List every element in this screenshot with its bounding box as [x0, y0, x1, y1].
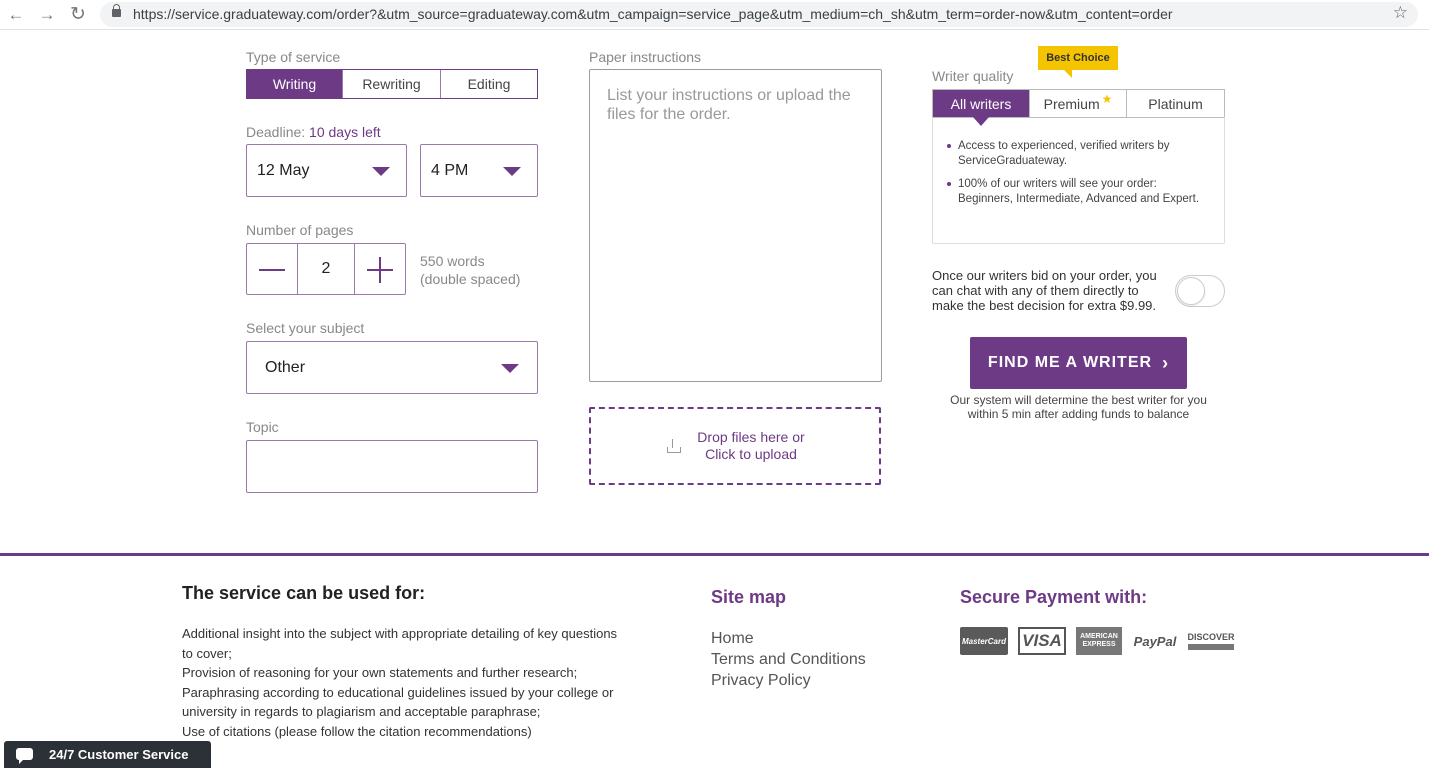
footer-divider	[0, 553, 1429, 556]
service-option-writing[interactable]: Writing	[247, 70, 343, 98]
uses-item: Paraphrasing according to educational guidelines issued by your college or university in regards to plagiarism and acceptable paraphrase;	[182, 684, 614, 719]
deadline-label	[246, 124, 381, 140]
minus-icon[interactable]	[247, 244, 297, 294]
customer-service-label: 24/7 Customer Service	[49, 747, 189, 762]
writer-option-all[interactable]: All writers	[933, 90, 1030, 117]
visa-icon: VISA	[1018, 627, 1066, 655]
chevron-down-icon	[503, 167, 521, 176]
upload-icon	[667, 439, 679, 453]
star-icon: ★	[1101, 91, 1113, 106]
sitemap-link-privacy[interactable]: Privacy Policy	[711, 672, 811, 689]
chevron-right-icon: ›	[1162, 352, 1170, 373]
writer-option-premium[interactable]	[1030, 90, 1127, 117]
cta-note: Our system will determine the best writer for you within 5 min after adding funds to balance	[950, 393, 1207, 421]
chat-option-text: Once our writers bid on your order, you can chat with any of them directly to make the best decision for extra $9.99.	[932, 268, 1157, 313]
chat-option-toggle[interactable]	[1175, 275, 1225, 307]
find-writer-label: FIND ME A WRITER	[987, 354, 1153, 371]
amex-icon: AMERICAN EXPRESS	[1076, 627, 1122, 655]
plus-icon[interactable]	[355, 244, 405, 294]
discover-icon	[1188, 627, 1234, 655]
writer-benefit-item: Access to experienced, verified writers by ServiceGraduateway.	[946, 139, 1210, 169]
back-arrow-icon[interactable]: ←	[7, 5, 25, 24]
topic-input[interactable]	[246, 440, 538, 493]
instructions-textarea[interactable]: List your instructions or upload the files for the order.	[589, 69, 882, 382]
uses-item: Additional insight into the subject with appropriate detailing of key questions to cover;	[182, 626, 618, 661]
chevron-down-icon	[501, 364, 519, 373]
word-count	[420, 252, 520, 288]
service-type-label: Type of service	[246, 49, 341, 65]
writer-quality-selector	[932, 89, 1225, 118]
subject-select[interactable]	[246, 341, 538, 394]
pages-label: Number of pages	[246, 222, 354, 238]
writer-quality-details	[932, 117, 1225, 244]
dropzone-text	[691, 429, 811, 463]
word-count-spacing: (double spaced)	[420, 271, 521, 287]
mastercard-icon: MasterCard	[960, 627, 1008, 655]
service-option-rewriting[interactable]: Rewriting	[343, 70, 441, 98]
chat-bubble-icon	[16, 748, 33, 760]
writer-option-platinum[interactable]: Platinum	[1148, 95, 1203, 112]
find-writer-button[interactable]	[970, 337, 1187, 389]
sitemap-link-terms[interactable]: Terms and Conditions	[711, 651, 866, 668]
subject-label: Select your subject	[246, 320, 365, 336]
uses-item: Provision of reasoning for your own statements and further research;	[182, 665, 578, 680]
address-bar[interactable]	[100, 2, 1418, 27]
uses-item: Use of citations (please follow the citation recommendations)	[182, 723, 532, 739]
browser-toolbar	[0, 0, 1429, 30]
paypal-icon: PayPal	[1133, 633, 1177, 649]
pages-stepper	[246, 243, 406, 295]
dropzone-line-2: Click to upload	[705, 446, 797, 462]
sitemap-links	[711, 628, 866, 691]
uses-list	[182, 624, 622, 741]
toggle-knob	[1177, 277, 1205, 305]
writer-option-premium-label: Premium	[1043, 95, 1100, 112]
deadline-date-value: 12 May	[257, 161, 310, 179]
chevron-down-icon	[372, 167, 390, 176]
service-type-selector	[246, 69, 538, 99]
sitemap-title: Site map	[711, 587, 787, 607]
pages-value[interactable]: 2	[297, 244, 355, 294]
payment-methods	[960, 627, 1244, 655]
bookmark-star-icon[interactable]: ☆	[1392, 3, 1408, 22]
payment-title: Secure Payment with:	[960, 587, 1148, 607]
url-text[interactable]: https://service.graduateway.com/order?&utm_source=graduateway.com&utm_campaign=service_page&utm_medium=ch_sh&utm_term=order-now&utm_content=order	[133, 6, 1173, 22]
uses-title: The service can be used for:	[182, 583, 426, 603]
deadline-date-select[interactable]	[246, 144, 407, 197]
forward-arrow-icon[interactable]: →	[38, 5, 56, 24]
dropzone-line-1: Drop files here or	[697, 429, 805, 445]
customer-service-button[interactable]	[4, 741, 211, 768]
deadline-label-text: Deadline:	[246, 124, 306, 140]
deadline-time-select[interactable]	[420, 144, 538, 197]
reload-icon[interactable]: ↻	[70, 4, 86, 25]
lock-icon	[112, 9, 121, 17]
writer-benefit-item: 100% of our writers will see your order: Beginners, Intermediate, Advanced and Expert.	[946, 177, 1210, 207]
writer-quality-label: Writer quality	[932, 68, 1014, 84]
deadline-remaining: 10 days left	[309, 124, 381, 140]
instructions-label: Paper instructions	[589, 49, 702, 65]
subject-value: Other	[265, 358, 306, 376]
discover-label: DISCOVER	[1187, 632, 1235, 642]
topic-label: Topic	[246, 419, 279, 435]
best-choice-badge: Best Choice	[1038, 46, 1118, 70]
deadline-time-value: 4 PM	[431, 161, 469, 179]
selected-pointer-icon	[973, 117, 989, 126]
service-option-editing[interactable]: Editing	[467, 76, 511, 92]
sitemap-link-home[interactable]: Home	[711, 630, 754, 647]
word-count-value: 550 words	[420, 253, 485, 269]
file-dropzone[interactable]	[589, 407, 881, 485]
